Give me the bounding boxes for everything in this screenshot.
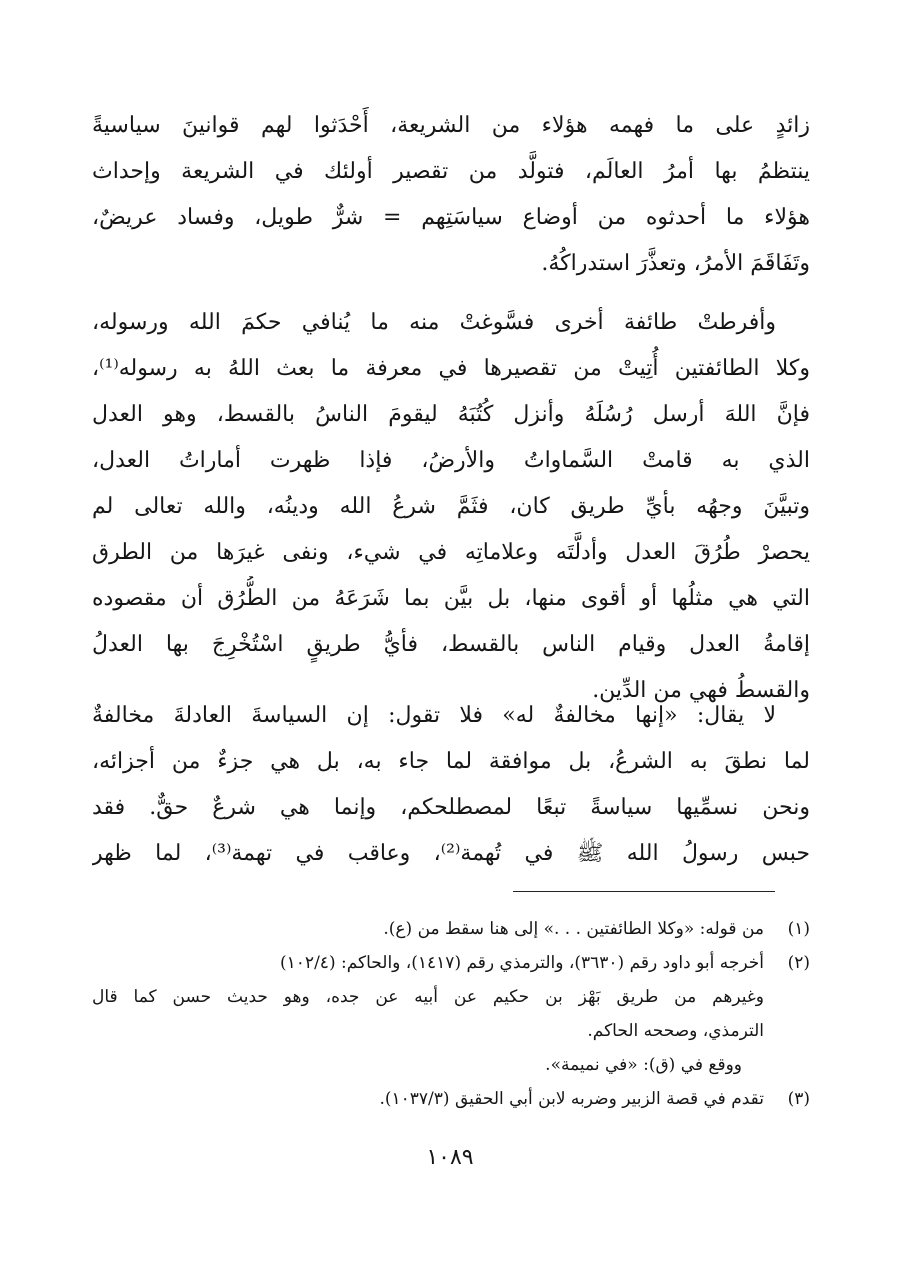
footnote-separator bbox=[513, 891, 775, 892]
text-line: يحصرْ طُرُقَ العدل وأدلَّتَه وعلاماتِه في شيء، ونفى غيرَها من الطرق bbox=[92, 540, 810, 565]
text-line: الذي به قامتْ السَّماواتُ والأرضُ، فإذا ظهرت أماراتُ العدل، bbox=[92, 448, 810, 473]
text-line: وكلا الطائفتين أُتِيتْ من تقصيرها في معرفة ما بعث اللهُ به رسوله⁽¹⁾، bbox=[92, 356, 810, 381]
text-line: زائدٍ على ما فهمه هؤلاء من الشريعة، أَحْدَثوا لهم قوانينَ سياسيةً bbox=[92, 113, 810, 138]
text-line: التي هي مثلُها أو أقوى منها، بل بيَّن بما شَرَعَهُ من الطُّرُق أن مقصوده bbox=[92, 586, 810, 611]
footnote-note: ووقع في (ق): «في نميمة». bbox=[545, 1055, 742, 1075]
footnote-number: (١) bbox=[787, 919, 810, 939]
footnote-3 bbox=[92, 1082, 810, 1116]
paragraph-1 bbox=[92, 103, 810, 287]
footnote-number: (٣) bbox=[787, 1089, 810, 1109]
footnote-text: من قوله: «وكلا الطائفتين . . .» إلى هنا سقط من (ع). bbox=[383, 919, 764, 939]
text-line: والقسطُ فهي من الدِّين. bbox=[592, 678, 810, 703]
text-line: ونحن نسمِّيها سياسةً تبعًا لمصطلحكم، وإنما هي شرعٌ حقٌّ. فقد bbox=[92, 795, 810, 820]
text-line: لا يقال: «إنها مخالفةٌ له» فلا تقول: إن السياسةَ العادلةَ مخالفةٌ bbox=[92, 703, 776, 728]
text-line: إقامةُ العدل وقيام الناس بالقسط، فأيُّ طريقٍ اسْتُخْرِجَ بها العدلُ bbox=[92, 632, 810, 657]
footnote-number: (٢) bbox=[787, 953, 810, 973]
text-line: ينتظمُ بها أمرُ العالَم، فتولَّد من تقصير أولئك في الشريعة وإحداث bbox=[92, 159, 810, 184]
text-line: وأفرطتْ طائفة أخرى فسَّوغتْ منه ما يُنافي حكمَ الله ورسوله، bbox=[92, 310, 776, 335]
text-line: حبس رسولُ الله ﷺ في تُهمة⁽²⁾، وعاقب في تهمة⁽³⁾، لما ظهر bbox=[92, 841, 810, 866]
paragraph-2 bbox=[92, 300, 810, 714]
paragraph-3 bbox=[92, 693, 810, 877]
text-line: فإنَّ اللهَ أرسل رُسُلَهُ وأنزل كُتُبَهُ ليقومَ الناسُ بالقسط، وهو العدل bbox=[92, 402, 810, 427]
text-line: لما نطقَ به الشرعُ، بل موافقة لما جاء به، بل هي جزءٌ من أجزائه، bbox=[92, 749, 810, 774]
text-line: وتبيَّنَ وجهُه بأيِّ طريق كان، فثَمَّ شرعُ الله ودينُه، والله تعالى لم bbox=[92, 494, 810, 519]
footnote-text: تقدم في قصة الزبير وضربه لابن أبي الحقيق (١٠٣٧/٣). bbox=[379, 1089, 764, 1109]
text-line: وتَفَاقَمَ الأمرُ، وتعذَّرَ استدراكُهُ. bbox=[541, 251, 810, 276]
footnote-1 bbox=[92, 912, 810, 946]
footnote-continuation: الترمذي، وصححه الحاكم. bbox=[587, 1021, 764, 1041]
page-number: ١٠٨٩ bbox=[426, 1145, 474, 1170]
footnote-2 bbox=[92, 946, 810, 980]
footnote-continuation: وغيرهم من طريق بَهْز بن حكيم عن أبيه عن جده، وهو حديث حسن كما قال bbox=[92, 987, 764, 1007]
text-line: هؤلاء ما أحدثوه من أوضاع سياسَتِهم = شرٌّ طويل، وفساد عريضٌ، bbox=[92, 205, 810, 230]
footnotes bbox=[92, 912, 810, 1116]
footnote-text: أخرجه أبو داود رقم (٣٦٣٠)، والترمذي رقم (١٤١٧)، والحاكم: (١٠٢/٤) bbox=[280, 953, 764, 973]
